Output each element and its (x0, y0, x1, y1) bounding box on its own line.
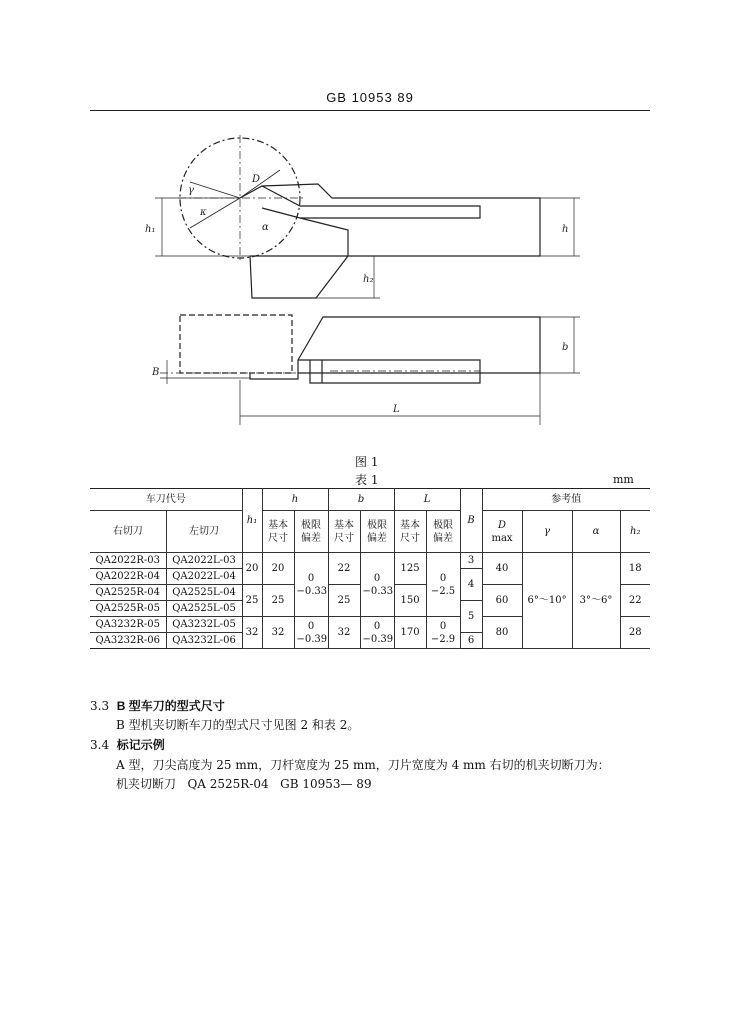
label-h: h (562, 224, 569, 235)
label-d: D (252, 174, 261, 185)
label-kappa: κ (200, 207, 207, 218)
col-h: h (262, 489, 328, 511)
table-row: QA2022R-04 QA2022L-04 4 (90, 569, 650, 585)
shank-bottom (298, 317, 540, 373)
label-L: L (393, 404, 400, 415)
table-caption: 表 1 (355, 473, 379, 487)
col-code: 车刀代号 (90, 489, 242, 511)
col-L: L (394, 489, 460, 511)
col-L-basic: 基本尺寸 (394, 511, 426, 553)
spec-table (90, 488, 650, 649)
section-3-4-body: A 型，刀尖高度为 25 mm，刀杆宽度为 25 mm，刀片宽度为 4 mm 右切的机夹切断刀为： (116, 758, 610, 772)
col-D: D max (482, 511, 522, 553)
col-B: B (460, 489, 482, 553)
label-h2: h₂ (363, 274, 374, 285)
label-b: b (562, 342, 569, 353)
marking-example: 机夹切断刀 QA 2525R-04 GB 10953— 89 (116, 777, 372, 791)
col-L-dev: 极限偏差 (426, 511, 460, 553)
table-row: QA2525R-05 QA2525L-05 5 (90, 601, 650, 617)
col-left: 左切刀 (166, 511, 242, 553)
col-right: 右切刀 (90, 511, 166, 553)
table-row: QA2525R-04 QA2525L-04 25 25 25 150 60 22 (90, 585, 650, 601)
col-alpha: α (572, 511, 620, 553)
section-3-4-heading: 3.4 标记示例 (90, 738, 165, 752)
label-alpha: α (262, 222, 269, 233)
shank-top (240, 184, 540, 256)
table-unit: mm (613, 473, 634, 486)
col-h2: h₂ (620, 511, 650, 553)
col-h1: h₁ (242, 489, 262, 553)
blade-dashed-outline (180, 315, 292, 373)
figure-caption: 图 1 (355, 455, 379, 469)
col-b-basic: 基本尺寸 (328, 511, 360, 553)
table-row: QA3232R-05 QA3232L-05 32 32 0 −0.39 32 0 −0.39 170 0 −2.9 80 28 (90, 617, 650, 633)
label-B: B (152, 367, 160, 378)
col-b: b (328, 489, 394, 511)
section-3-3-heading: 3.3 B 型车刀的型式尺寸 (90, 699, 225, 713)
section-3-3-body: B 型机夹切断车刀的型式尺寸见图 2 和表 2。 (116, 718, 360, 732)
table-row: QA2022R-03 QA2022L-03 20 20 0 −0.33 22 0 −0.33 125 0 −2.5 3 40 6°～10° 3°～6° 18 (90, 553, 650, 569)
header-rule (90, 110, 650, 111)
label-h1: h₁ (145, 224, 156, 235)
page-header: GB 10953 89 (326, 90, 414, 105)
table-row: QA3232R-06 QA3232L-06 6 (90, 633, 650, 649)
col-ref: 参考值 (482, 489, 650, 511)
figure-1-drawing (0, 120, 740, 430)
label-gamma: γ (188, 185, 194, 196)
col-gamma: γ (522, 511, 572, 553)
col-b-dev: 极限偏差 (360, 511, 394, 553)
col-h-basic: 基本尺寸 (262, 511, 294, 553)
col-h-dev: 极限偏差 (294, 511, 328, 553)
tool-head (250, 256, 348, 298)
